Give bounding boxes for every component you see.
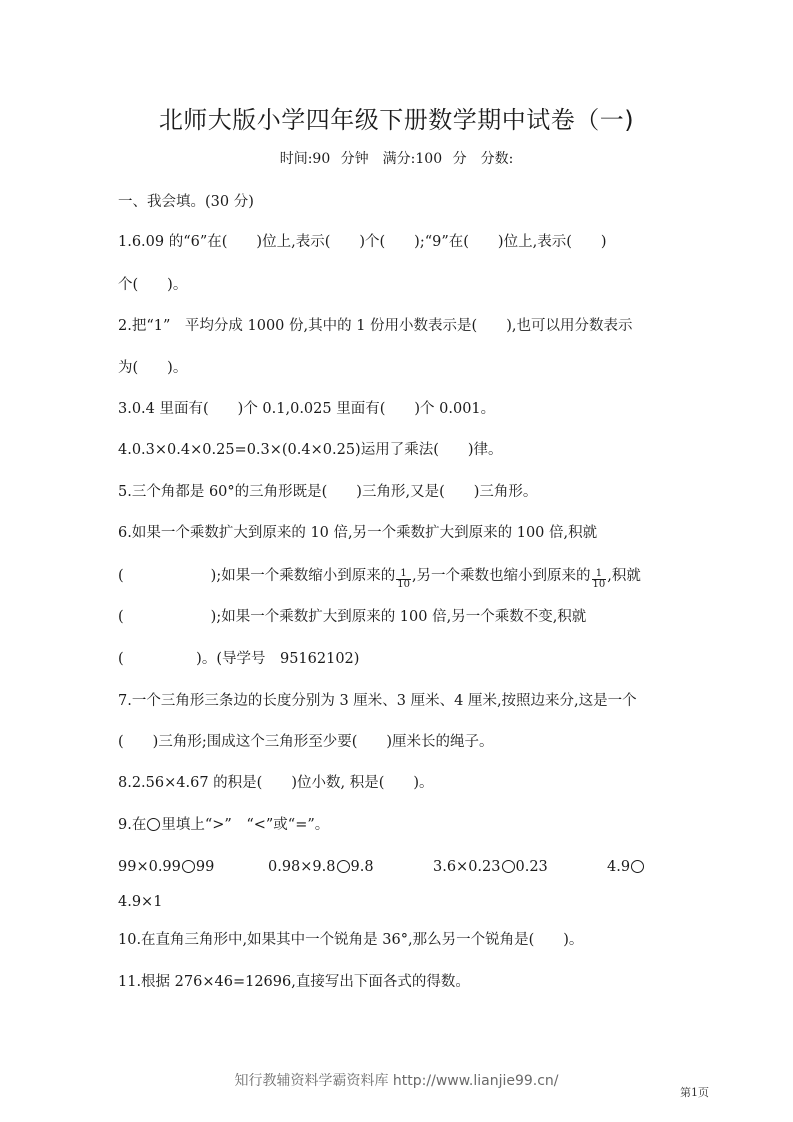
question-6-line-4: ( )。(导学号 95162102) — [118, 651, 360, 667]
question-1-line-1: 1.6.09 的“6”在( )位上,表示( )个( );“9”在( )位上,表示( ) — [118, 234, 607, 250]
question-9-expression-4-right: 4.9×1 — [118, 894, 163, 910]
question-6-line-2 — [118, 566, 641, 590]
question-7-line-2: ( )三角形;围成这个三角形至少要( )厘米长的绳子。 — [118, 734, 494, 750]
question-9 — [118, 815, 329, 835]
question-11: 11.根据 276×46=12696,直接写出下面各式的得数。 — [118, 974, 470, 990]
exam-info: 时间:90 分钟 满分:100 分 分数: — [279, 151, 514, 167]
expr-4-left: 4.9 — [607, 859, 631, 875]
question-6-line-3: ( );如果一个乘数扩大到原来的 100 倍,另一个乘数不变,积就 — [118, 609, 587, 625]
circle-icon — [147, 818, 160, 831]
q6-text-a: ( );如果一个乘数缩小到原来的 — [118, 568, 396, 584]
expr-3-left: 3.6×0.23 — [433, 859, 501, 875]
question-9-expressions — [118, 857, 214, 877]
question-10: 10.在直角三角形中,如果其中一个锐角是 36°,那么另一个锐角是( )。 — [118, 932, 584, 948]
page-title: 北师大版小学四年级下册数学期中试卷（一) — [158, 106, 635, 134]
fraction-denominator: 10 — [592, 579, 606, 590]
question-2-line-2: 为( )。 — [118, 360, 188, 376]
fraction-one-tenth-2 — [592, 569, 607, 590]
fraction-denominator: 10 — [397, 579, 410, 590]
fraction-numerator: 1 — [592, 569, 607, 580]
section-heading: 一、我会填。(30 分) — [118, 194, 254, 210]
question-1-line-2: 个( )。 — [118, 277, 188, 293]
question-4: 4.0.3×0.4×0.25=0.3×(0.4×0.25)运用了乘法( )律。 — [118, 442, 503, 458]
q9-text-b: 里填上“>” “<”或“=”。 — [161, 817, 330, 833]
circle-icon — [502, 860, 515, 873]
fraction-numerator: 1 — [396, 569, 411, 580]
circle-icon — [337, 860, 350, 873]
page-number: 第1页 — [680, 1086, 709, 1099]
question-8: 8.2.56×4.67 的积是( )位小数, 积是( )。 — [118, 775, 434, 791]
expr-1-right: 99 — [195, 859, 215, 875]
fraction-one-tenth — [396, 569, 411, 590]
q6-text-c: ,积就 — [607, 568, 641, 584]
expr-1-left: 99×0.99 — [118, 859, 181, 875]
expr-2-left: 0.98×9.8 — [268, 859, 336, 875]
question-6-line-1: 6.如果一个乘数扩大到原来的 10 倍,另一个乘数扩大到原来的 100 倍,积就 — [118, 525, 598, 541]
expr-3-right: 0.23 — [515, 859, 548, 875]
circle-icon — [631, 860, 644, 873]
question-2-line-1: 2.把“1” 平均分成 1000 份,其中的 1 份用小数表示是( ),也可以用分数表示 — [118, 318, 633, 334]
expr-2-right: 9.8 — [350, 859, 374, 875]
question-5: 5.三个角都是 60°的三角形既是( )三角形,又是( )三角形。 — [118, 484, 538, 500]
q6-text-b: ,另一个乘数也缩小到原来的 — [411, 568, 591, 584]
question-9-expression-2 — [268, 857, 374, 877]
footer-watermark: 知行教辅资料学霸资料库 http://www.lianjie99.cn/ — [234, 1073, 559, 1089]
question-3: 3.0.4 里面有( )个 0.1,0.025 里面有( )个 0.001。 — [118, 401, 496, 417]
circle-icon — [182, 860, 195, 873]
question-9-expression-3 — [433, 857, 548, 877]
question-7-line-1: 7.一个三角形三条边的长度分别为 3 厘米、3 厘米、4 厘米,按照边来分,这是一个 — [118, 693, 637, 709]
q9-text-a: 9.在 — [118, 817, 147, 833]
question-9-expression-4 — [607, 857, 645, 877]
